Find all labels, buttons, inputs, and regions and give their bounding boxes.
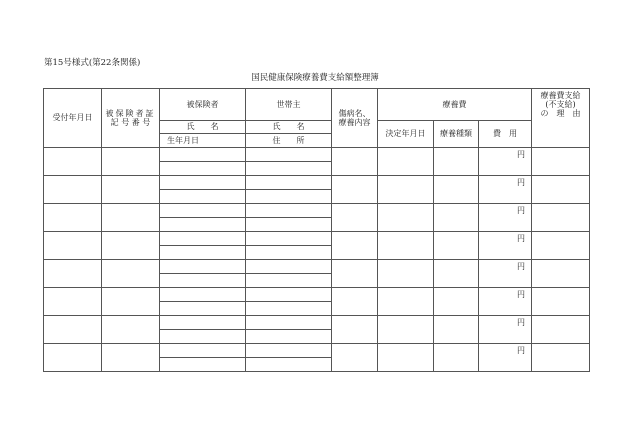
treatment-type-cell[interactable] [434, 148, 479, 176]
reason-cell[interactable] [532, 176, 590, 204]
insured-birth-date-cell[interactable] [160, 246, 246, 260]
householder-address-cell[interactable] [246, 302, 332, 316]
treatment-type-cell[interactable] [434, 176, 479, 204]
receipt-date-cell[interactable] [44, 148, 102, 176]
householder-name-cell[interactable] [246, 148, 332, 162]
record-row [44, 316, 590, 330]
insured-card-header [102, 89, 160, 148]
insured-card-header-line2: 記 号 番 号 [110, 118, 151, 127]
insured-birth-date-cell[interactable] [160, 358, 246, 372]
yen-unit: 円 [517, 318, 525, 327]
treatment-type-cell[interactable] [434, 344, 479, 372]
receipt-date-header: 受付年月日 [44, 89, 102, 148]
reason-cell[interactable] [532, 232, 590, 260]
treatment-type-cell[interactable] [434, 232, 479, 260]
insured-name-cell[interactable] [160, 344, 246, 358]
insured-card-cell[interactable] [102, 232, 160, 260]
insured-birth-date-cell[interactable] [160, 190, 246, 204]
decision-date-header: 決定年月日 [378, 121, 434, 148]
insured-birth-date-cell[interactable] [160, 302, 246, 316]
cost-cell[interactable] [479, 316, 532, 344]
record-row [44, 176, 590, 190]
insured-card-cell[interactable] [102, 316, 160, 344]
insured-card-cell[interactable] [102, 288, 160, 316]
receipt-date-cell[interactable] [44, 260, 102, 288]
decision-date-cell[interactable] [378, 288, 434, 316]
diagnosis-cell[interactable] [332, 288, 378, 316]
diagnosis-cell[interactable] [332, 176, 378, 204]
insured-birth-date-cell[interactable] [160, 274, 246, 288]
decision-date-cell[interactable] [378, 232, 434, 260]
diagnosis-cell[interactable] [332, 148, 378, 176]
insured-birth-date-cell[interactable] [160, 330, 246, 344]
yen-unit: 円 [517, 206, 525, 215]
insured-name-cell[interactable] [160, 148, 246, 162]
diagnosis-cell[interactable] [332, 344, 378, 372]
insured-card-cell[interactable] [102, 176, 160, 204]
insured-name-cell[interactable] [160, 260, 246, 274]
record-row [44, 232, 590, 246]
cost-cell[interactable] [479, 232, 532, 260]
decision-date-cell[interactable] [378, 148, 434, 176]
insured-name-header: 氏 名 [160, 121, 246, 134]
householder-address-cell[interactable] [246, 218, 332, 232]
insured-birth-date-cell[interactable] [160, 162, 246, 176]
decision-date-cell[interactable] [378, 176, 434, 204]
address-header: 住 所 [246, 134, 332, 148]
insured-name-cell[interactable] [160, 232, 246, 246]
diagnosis-header [332, 89, 378, 148]
receipt-date-cell[interactable] [44, 232, 102, 260]
cost-cell[interactable] [479, 260, 532, 288]
reason-cell[interactable] [532, 148, 590, 176]
insured-name-cell[interactable] [160, 288, 246, 302]
reason-cell[interactable] [532, 316, 590, 344]
diagnosis-cell[interactable] [332, 204, 378, 232]
householder-name-cell[interactable] [246, 344, 332, 358]
record-row [44, 288, 590, 302]
diagnosis-cell[interactable] [332, 232, 378, 260]
treatment-type-cell[interactable] [434, 260, 479, 288]
yen-unit: 円 [517, 178, 525, 187]
decision-date-cell[interactable] [378, 260, 434, 288]
householder-address-cell[interactable] [246, 274, 332, 288]
householder-name-cell[interactable] [246, 204, 332, 218]
decision-date-cell[interactable] [378, 204, 434, 232]
insured-header: 被保険者 [160, 89, 246, 121]
receipt-date-cell[interactable] [44, 204, 102, 232]
insured-card-header-line1: 被保険者証 [105, 108, 156, 118]
householder-address-cell[interactable] [246, 190, 332, 204]
register-title: 国民健康保険療養費支給額整理簿 [251, 73, 379, 83]
reason-cell[interactable] [532, 288, 590, 316]
householder-name-cell[interactable] [246, 232, 332, 246]
householder-name-cell[interactable] [246, 288, 332, 302]
yen-unit: 円 [517, 290, 525, 299]
householder-address-cell[interactable] [246, 358, 332, 372]
record-row [44, 204, 590, 218]
reason-cell[interactable] [532, 260, 590, 288]
reason-cell[interactable] [532, 204, 590, 232]
register-table [43, 88, 590, 372]
householder-name-cell[interactable] [246, 260, 332, 274]
treatment-type-cell[interactable] [434, 288, 479, 316]
reason-cell[interactable] [532, 344, 590, 372]
record-row [44, 148, 590, 162]
insured-card-cell[interactable] [102, 344, 160, 372]
form-number: 第15号様式(第22条関係) [44, 58, 141, 68]
diagnosis-cell[interactable] [332, 260, 378, 288]
treatment-type-cell[interactable] [434, 316, 479, 344]
yen-unit: 円 [517, 150, 525, 159]
birth-date-header: 生年月日 [160, 134, 246, 148]
yen-unit: 円 [517, 346, 525, 355]
record-row [44, 260, 590, 274]
diagnosis-header-line2: 療養内容 [338, 118, 371, 127]
treatment-type-header: 療養種類 [434, 121, 479, 148]
medical-expense-header: 療養費 [378, 89, 532, 121]
householder-header: 世帯主 [246, 89, 332, 121]
insured-birth-date-cell[interactable] [160, 218, 246, 232]
householder-address-cell[interactable] [246, 330, 332, 344]
decision-date-cell[interactable] [378, 316, 434, 344]
insured-card-cell[interactable] [102, 204, 160, 232]
cost-cell[interactable] [479, 176, 532, 204]
yen-unit: 円 [517, 262, 525, 271]
receipt-date-cell[interactable] [44, 176, 102, 204]
cost-header: 費 用 [479, 121, 532, 148]
receipt-date-cell[interactable] [44, 344, 102, 372]
receipt-date-cell[interactable] [44, 288, 102, 316]
cost-cell[interactable] [479, 288, 532, 316]
treatment-type-cell[interactable] [434, 204, 479, 232]
householder-name-cell[interactable] [246, 316, 332, 330]
insured-card-cell[interactable] [102, 260, 160, 288]
reason-header-line1: 療養費支給 [540, 91, 581, 100]
insured-name-cell[interactable] [160, 176, 246, 190]
reason-header [532, 89, 590, 148]
record-row [44, 344, 590, 358]
cost-cell[interactable] [479, 148, 532, 176]
householder-name-cell[interactable] [246, 176, 332, 190]
insured-name-cell[interactable] [160, 204, 246, 218]
householder-name-header: 氏 名 [246, 121, 332, 134]
cost-cell[interactable] [479, 344, 532, 372]
diagnosis-cell[interactable] [332, 316, 378, 344]
householder-address-cell[interactable] [246, 162, 332, 176]
diagnosis-header-line1: 傷病名、 [338, 108, 371, 118]
insured-name-cell[interactable] [160, 316, 246, 330]
insured-card-cell[interactable] [102, 148, 160, 176]
decision-date-cell[interactable] [378, 344, 434, 372]
reason-header-line2: (不支給) [545, 100, 576, 110]
yen-unit: 円 [517, 234, 525, 243]
cost-cell[interactable] [479, 204, 532, 232]
reason-header-line3: の 理 由 [540, 109, 581, 119]
receipt-date-cell[interactable] [44, 316, 102, 344]
householder-address-cell[interactable] [246, 246, 332, 260]
